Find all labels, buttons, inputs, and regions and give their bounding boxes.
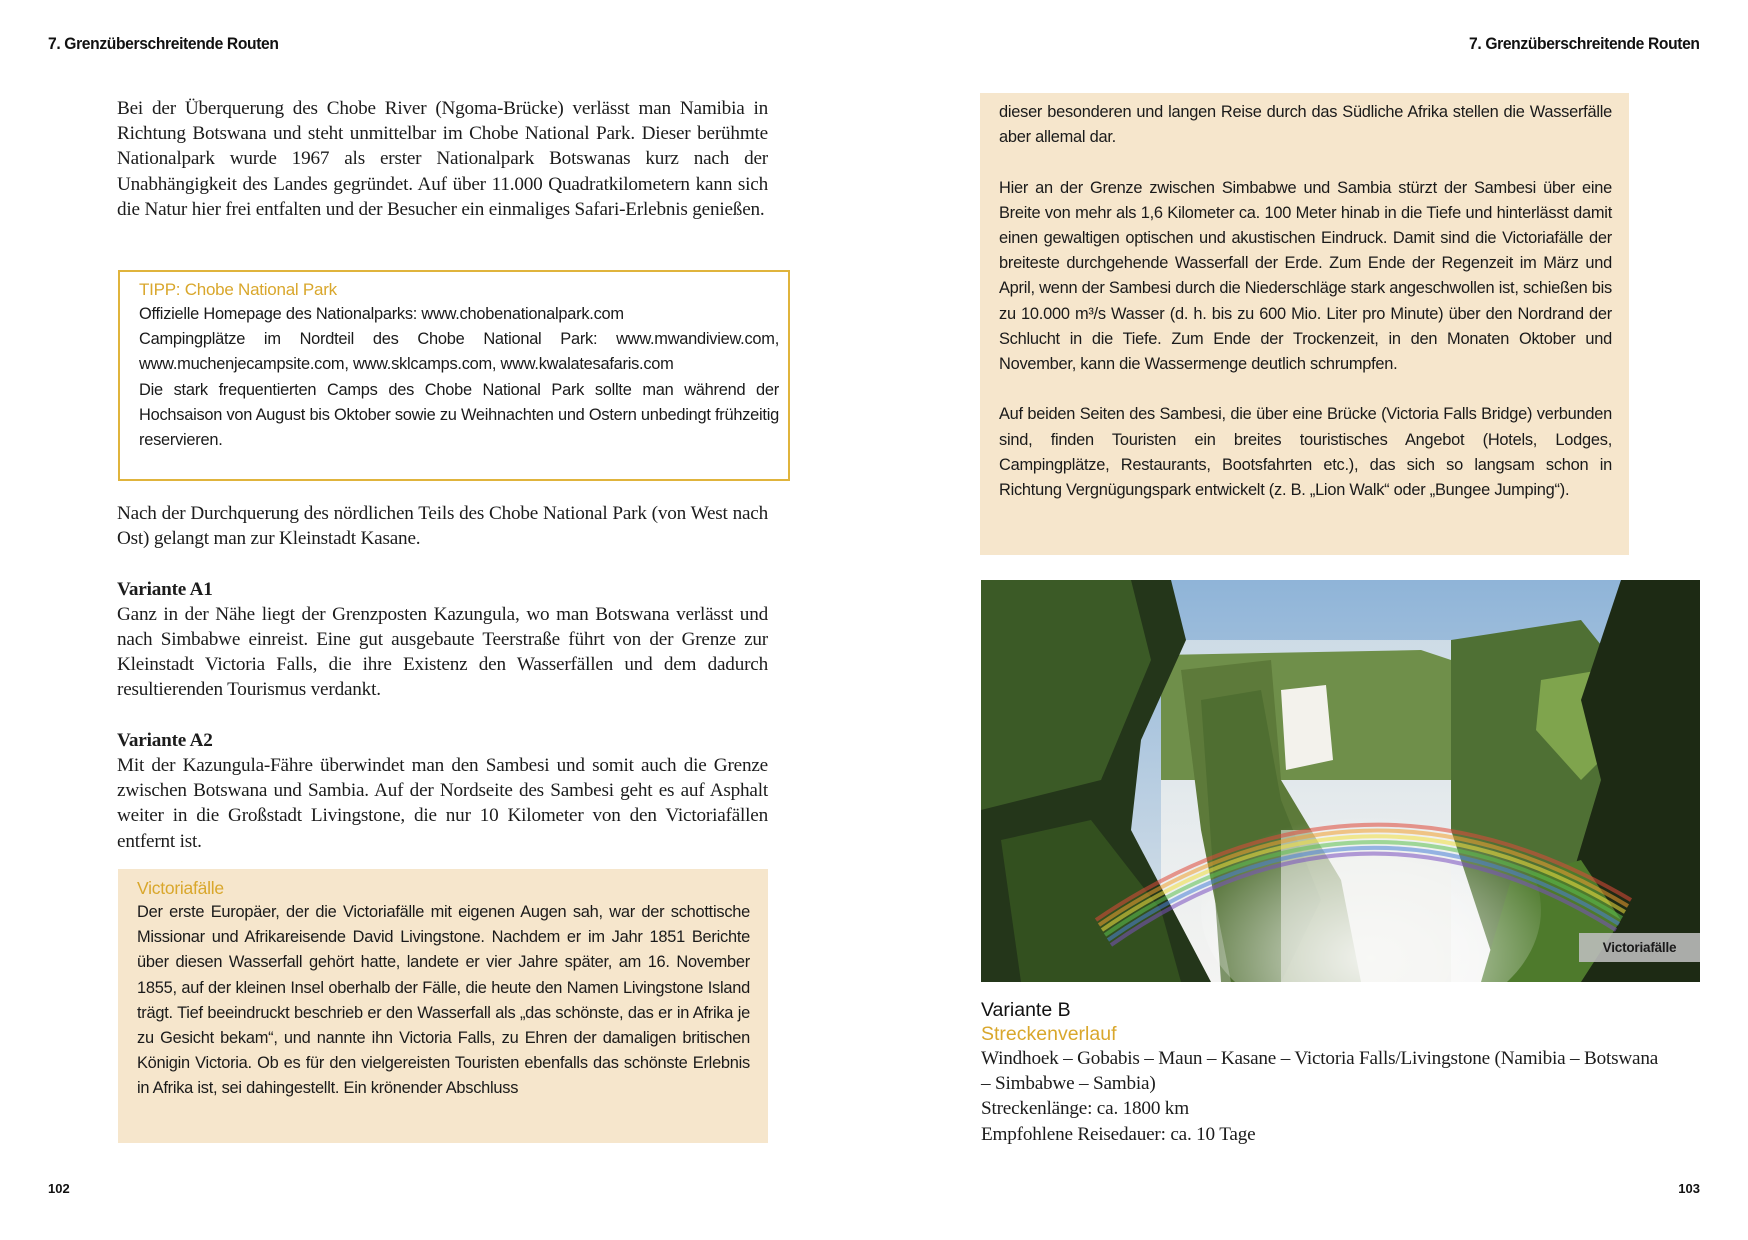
route-duration: Empfohlene Reisedauer: ca. 10 Tage — [981, 1123, 1256, 1145]
info-box-title: Victoriafälle — [137, 878, 224, 898]
photo-caption: Victoriafälle — [1579, 933, 1700, 962]
variant-b-section — [981, 998, 1661, 1147]
tip-box-title: TIPP: Chobe National Park — [139, 280, 337, 299]
tip-box-line: Offizielle Homepage des Nationalparks: www.chobenationalpark.com — [139, 305, 624, 323]
variant-b-heading: Variante B — [981, 999, 1071, 1021]
tip-box — [118, 270, 790, 481]
victoria-falls-photo — [981, 580, 1700, 982]
crossing-paragraph: Nach der Durchquerung des nördlichen Teils des Chobe National Park (von West nach Ost) gelangt man zur Kleinstadt Kasane. — [117, 503, 768, 550]
variant-a1-heading: Variante A1 — [117, 578, 213, 600]
paragraph-gap — [117, 551, 768, 576]
tip-box-line: Campingplätze im Nordteil des Chobe National Park: www.mwandiview.com, www.muchenjecampsite.com, www.sklcamps.com, www.kwalatesafaris.com — [139, 330, 779, 374]
info-box-paragraph: Hier an der Grenze zwischen Simbabwe und Sambia stürzt der Sambesi über eine Breite von mehr als 1,6 Kilometer ca. 100 Meter hinab in die Tiefe und hinterlässt damit einen gewaltigen optischen und akustischen Eindruck. Damit sind die Victoriafälle der breiteste durchgehende Wasserfall der Erde. Zum Ende der Regenzeit im März und April, wenn der Sambesi durch die Niederschläge stark angeschwollen ist, schießen bis zu 10.000 m³/s Wasser (d. h. bis zu 600 Mio. Liter pro Minute) über den Nordrand der Schlucht in die Tiefe. Zum Ende der Trockenzeit, in den Monaten Oktober und November, kann die Wassermenge deutlich schrumpfen. — [999, 178, 1612, 374]
route-subheading: Streckenverlauf — [981, 1023, 1117, 1045]
info-box-paragraph: Auf beiden Seiten des Sambesi, die über eine Brücke (Victoria Falls Bridge) verbunden sind, finden Touristen ein breites touristisches Angebot (Hotels, Lodges, Campingplätze, Restaurants, Bootsfahrten etc.), das sich so langsam schon in Richtung Vergnügungspark entwickelt (z. B. „Lion Walk“ oder „Bungee Jumping“). — [999, 405, 1612, 500]
route-description: Windhoek – Gobabis – Maun – Kasane – Victoria Falls/Livingstone (Namibia – Botswana – Simbabwe – Sambia) — [981, 1048, 1659, 1095]
info-box-text: Der erste Europäer, der die Victoriafälle mit eigenen Augen sah, war der schottische Missionar und Afrikareisende David Livingstone. Nachdem er im Jahr 1851 Berichte über diesen Wasserfall gehört hatte, landete er vier Jahre später, am 16. November 1855, auf der kleinen Insel oberhalb der Fälle, die heute den Namen Livingstone Island trägt. Tief beeindruckt beschrieb er den Wasserfall als „das schönste, das er in Afrika je zu Gesicht bekam“, und nannte ihn Victoria Falls, zu Ehren der damaligen britischen Königin Victoria. Ob es für den vielgereisten Touristen ebenfalls das schönste Erlebnis in Afrika ist, sei dahingestellt. Ein krönender Abschluss — [137, 903, 750, 1098]
page-number-right: 103 — [1678, 1181, 1700, 1196]
intro-paragraph: Bei der Überquerung des Chobe River (Ngoma-Brücke) verlässt man Namibia in Richtung Botswana und steht unmittelbar im Chobe National Park. Dieser berühmte Nationalpark wurde 1967 als erster Nationalpark Botswanas kurz nach der Unabhängigkeit des Landes gegründet. Auf über 11.000 Quadratkilometern kann sich die Natur hier frei entfalten und der Besucher ein einmaliges Safari-Erlebnis genießen. — [117, 98, 768, 220]
left-body-continued — [117, 501, 768, 854]
victoria-falls-info-box — [118, 869, 768, 1143]
page-number-left: 102 — [48, 1181, 70, 1196]
route-length: Streckenlänge: ca. 1800 km — [981, 1098, 1189, 1120]
victoria-falls-info-box-continued — [980, 93, 1629, 555]
variant-a2-heading: Variante A2 — [117, 729, 213, 751]
paragraph-gap — [117, 703, 768, 728]
waterfall-rainbow-illustration — [981, 580, 1700, 982]
variant-a1-text: Ganz in der Nähe liegt der Grenzposten Kazungula, wo man Botswana verlässt und nach Simbabwe einreist. Eine gut ausgebaute Teerstraße führt von der Grenze zur Kleinstadt Victoria Falls, die ihre Existenz den Wasserfällen und dem dadurch resultierenden Tourismus verdankt. — [117, 603, 768, 701]
info-box-paragraph: dieser besonderen und langen Reise durch das Südliche Afrika stellen die Wasserfälle aber allemal dar. — [999, 103, 1612, 147]
running-head-right: 7. Grenzüberschreitende Routen — [1469, 34, 1700, 53]
running-head-left: 7. Grenzüberschreitende Routen — [48, 34, 279, 53]
variant-a2-text: Mit der Kazungula-Fähre überwindet man den Sambesi und somit auch die Grenze zwischen Botswana und Sambia. Auf der Nordseite des Sambesi geht es auf Asphalt weiter in die Großstadt Livingstone, die nur 10 Kilometer von den Victoriafällen entfernt ist. — [117, 755, 768, 852]
tip-box-line: Die stark frequentierten Camps des Chobe National Park sollte man während der Hochsaison von August bis Oktober sowie zu Weihnachten und Ostern unbedingt frühzeitig reservieren. — [139, 380, 779, 450]
paragraph-gap — [999, 150, 1612, 175]
paragraph-gap — [999, 377, 1612, 402]
